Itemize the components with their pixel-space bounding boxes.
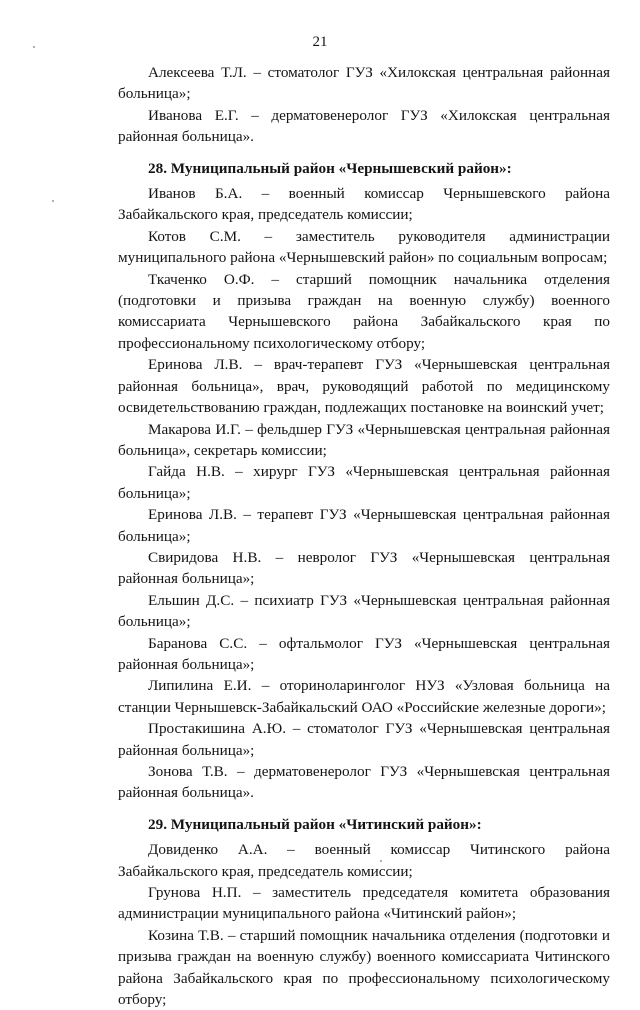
paragraph: Макарова И.Г. – фельдшер ГУЗ «Чернышевская центральная районная больница», секретарь комиссии; — [118, 420, 610, 459]
paragraph: Иванова Е.Г. – дерматовенеролог ГУЗ «Хилокская центральная районная больница». — [118, 106, 610, 146]
document-body — [118, 62, 610, 1010]
paragraph: Довиденко А.А. – военный комиссар Читинского района Забайкальского края, председатель комиссии; — [118, 841, 610, 880]
section-heading: 29. Муниципальный район «Читинский район»: — [148, 815, 482, 833]
paragraph: Алексеева Т.Л. – стоматолог ГУЗ «Хилокская центральная районная больница»; — [118, 64, 610, 103]
paragraph: Еринова Л.В. – терапевт ГУЗ «Чернышевская центральная районная больница»; — [118, 506, 610, 545]
section-heading: 28. Муниципальный район «Чернышевский район»: — [148, 159, 512, 177]
paragraph: Еринова Л.В. – врач-терапевт ГУЗ «Чернышевская центральная районная больница», врач, руководящий работой по медицинскому освидетельствованию граждан, подлежащих постановке на воинский учет; — [118, 356, 610, 417]
paragraph: Гайда Н.В. – хирург ГУЗ «Чернышевская центральная районная больница»; — [118, 463, 610, 502]
paragraph: Зонова Т.В. – дерматовенеролог ГУЗ «Чернышевская центральная районная больница». — [118, 763, 610, 802]
paragraph: Котов С.М. – заместитель руководителя администрации муниципального района «Чернышевский район» по социальным вопросам; — [118, 227, 610, 267]
paragraph: Свиридова Н.В. – невролог ГУЗ «Чернышевская центральная районная больница»; — [118, 548, 610, 588]
paragraph: Липилина Е.И. – оториноларинголог НУЗ «Узловая больница на станции Чернышевск-Забайкальский ОАО «Российские железные дороги»; — [118, 677, 610, 716]
scan-speck — [33, 46, 35, 48]
scan-speck — [52, 200, 54, 202]
paragraph: Ткаченко О.Ф. – старший помощник начальника отделения (подготовки и призыва граждан на военную службу) военного комиссариата Чернышевского района Забайкальского края по профессиональному психологическому отбору; — [118, 270, 610, 352]
scan-speck — [380, 860, 382, 862]
paragraph: Баранова С.С. – офтальмолог ГУЗ «Чернышевская центральная районная больница»; — [118, 634, 610, 673]
paragraph: Иванов Б.А. – военный комиссар Чернышевского района Забайкальского края, председатель комиссии; — [118, 185, 610, 224]
page-number: 21 — [312, 34, 328, 50]
paragraph: Ельшин Д.С. – психиатр ГУЗ «Чернышевская центральная районная больница»; — [118, 591, 610, 631]
paragraph: Козина Т.В. – старший помощник начальника отделения (подготовки и призыва граждан на военную службу) военного комиссариата Читинского района Забайкальского края по профессиональному психологическому отбору; — [118, 926, 610, 1009]
paragraph: Грунова Н.П. – заместитель председателя комитета образования администрации муниципального района «Читинский район»; — [118, 884, 610, 923]
paragraph: Простакишина А.Ю. – стоматолог ГУЗ «Чернышевская центральная районная больница»; — [118, 720, 610, 759]
